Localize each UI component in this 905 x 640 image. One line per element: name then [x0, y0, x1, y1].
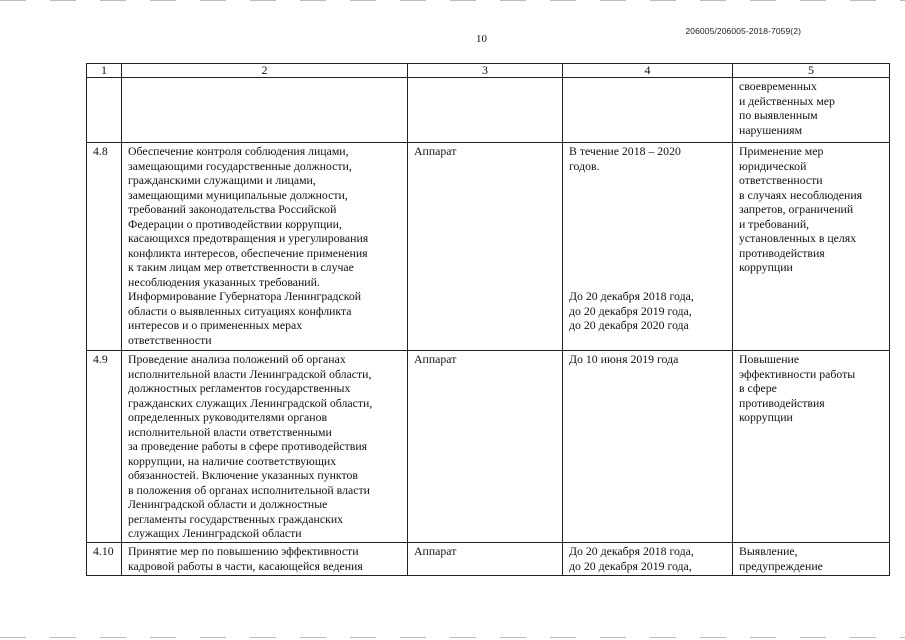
spacer	[569, 260, 726, 275]
measure-line: замещающими муниципальные должности,	[128, 187, 348, 202]
measure-line: Принятие мер по повышению эффективности	[128, 544, 359, 558]
result-line: коррупции	[739, 410, 793, 424]
measure-line: должностных регламентов государственных	[128, 381, 351, 395]
column-header-4: 4	[563, 64, 733, 78]
measure-line: кадровой работы в части, касающейся ведения	[128, 558, 363, 573]
measure-line: исполнительной власти ответственными	[128, 424, 332, 439]
spacer	[569, 173, 726, 188]
measure-line: Ленинградской области и должностные	[128, 497, 328, 511]
measure-line: Обеспечение контроля соблюдения лицами,	[128, 144, 349, 158]
measure-line: гражданскими служащими и лицами,	[128, 173, 316, 187]
deadline-line: до 20 декабря 2020 года	[569, 318, 689, 332]
spacer	[569, 275, 726, 290]
result-line: ответственности	[739, 173, 823, 187]
table-row-4-9	[87, 351, 890, 543]
scan-artifact-top	[0, 0, 905, 1]
measure-line: служащих Ленинградской области	[128, 526, 302, 540]
measure-line: за проведение работы в сфере противодействия	[128, 439, 368, 453]
deadline-line: До 10 июня 2019 года	[569, 352, 679, 366]
plan-table	[86, 63, 890, 576]
measure-line: конфликта интересов, обеспечение применения	[128, 245, 368, 260]
table-row-continuation	[87, 78, 890, 143]
deadline-line: до 20 декабря 2019 года,	[569, 303, 692, 318]
result-line: и требований,	[739, 216, 810, 231]
measure-cell	[122, 78, 408, 143]
result-line: Повышение	[739, 352, 800, 366]
row-number	[87, 78, 122, 143]
measure-line: Проведение анализа положений об органах	[128, 352, 346, 366]
table-row-4-8	[87, 143, 890, 351]
measure-cell	[122, 543, 408, 576]
measure-line: гражданских служащих Ленинградской области,	[128, 395, 373, 410]
result-cell	[733, 543, 890, 576]
column-header-5: 5	[733, 64, 890, 78]
table-row-4-10	[87, 543, 890, 576]
measure-line: исполнительной власти Ленинградской области,	[128, 366, 372, 381]
result-line: своевременных	[739, 79, 817, 93]
spacer	[569, 202, 726, 217]
column-header-2: 2	[122, 64, 408, 78]
result-line: в случаях несоблюдения	[739, 187, 863, 202]
result-line: и действенных мер	[739, 93, 835, 108]
result-line: Выявление,	[739, 544, 798, 558]
result-line: противодействия	[739, 245, 825, 260]
deadline-cell	[563, 543, 733, 576]
result-line: предупреждение	[739, 558, 823, 573]
measure-line: коррупции, на наличие соответствующих	[128, 453, 337, 468]
deadline-line: В течение 2018 – 2020	[569, 144, 681, 158]
result-line: противодействия	[739, 395, 825, 410]
result-line: запретов, ограничений	[739, 202, 854, 216]
measure-line: Информирование Губернатора Ленинградской	[128, 289, 362, 303]
spacer	[569, 188, 726, 203]
measure-line: определенных руководителями органов	[128, 410, 328, 424]
spacer	[569, 231, 726, 246]
result-cell	[733, 143, 890, 351]
executor-cell	[408, 78, 563, 143]
result-line: Применение мер	[739, 144, 824, 158]
row-number: 4.8	[87, 143, 122, 351]
column-header-3: 3	[408, 64, 563, 78]
measure-line: регламенты государственных гражданских	[128, 511, 344, 526]
measure-line: несоблюдения указанных требований.	[128, 274, 320, 289]
result-line: юридической	[739, 158, 807, 173]
row-number: 4.10	[87, 543, 122, 576]
measure-line: касающихся предотвращения и урегулирования	[128, 231, 369, 245]
result-cell	[733, 351, 890, 543]
deadline-cell	[563, 143, 733, 351]
page-number: 10	[476, 33, 487, 45]
spacer	[569, 246, 726, 261]
row-number: 4.9	[87, 351, 122, 543]
spacer	[569, 217, 726, 232]
deadline-cell	[563, 78, 733, 143]
measure-cell	[122, 143, 408, 351]
result-line: по выявленным	[739, 108, 818, 122]
measure-line: в положения об органах исполнительной власти	[128, 482, 370, 497]
deadline-line: До 20 декабря 2018 года,	[569, 544, 694, 558]
executor-cell: Аппарат	[408, 143, 563, 351]
deadline-line: до 20 декабря 2019 года,	[569, 558, 692, 573]
result-line: эффективности работы	[739, 366, 856, 381]
scan-artifact-bottom	[0, 637, 905, 638]
result-cell	[733, 78, 890, 143]
executor-cell: Аппарат	[408, 351, 563, 543]
measure-line: интересов и о примененных мерах	[128, 318, 303, 332]
measure-line: требований законодательства Российской	[128, 202, 337, 216]
executor-cell: Аппарат	[408, 543, 563, 576]
measure-line: замещающими государственные должности,	[128, 158, 352, 173]
result-line: в сфере	[739, 381, 777, 395]
result-line: установленных в целях	[739, 231, 857, 245]
measure-cell	[122, 351, 408, 543]
measure-line: обязанностей. Включение указанных пунктов	[128, 468, 358, 482]
column-header-1: 1	[87, 64, 122, 78]
deadline-line: годов.	[569, 158, 600, 173]
deadline-line: До 20 декабря 2018 года,	[569, 289, 694, 303]
measure-line: ответственности	[128, 332, 212, 347]
column-header-row	[87, 64, 890, 78]
deadline-cell	[563, 351, 733, 543]
measure-line: к таким лицам мер ответственности в случае	[128, 260, 354, 274]
result-line: нарушениям	[739, 122, 803, 137]
result-line: коррупции	[739, 260, 793, 274]
measure-line: области о выявленных ситуациях конфликта	[128, 303, 352, 318]
measure-line: Федерации о противодействии коррупции,	[128, 216, 342, 231]
document-number: 206005/206005-2018-7059(2)	[685, 26, 801, 36]
